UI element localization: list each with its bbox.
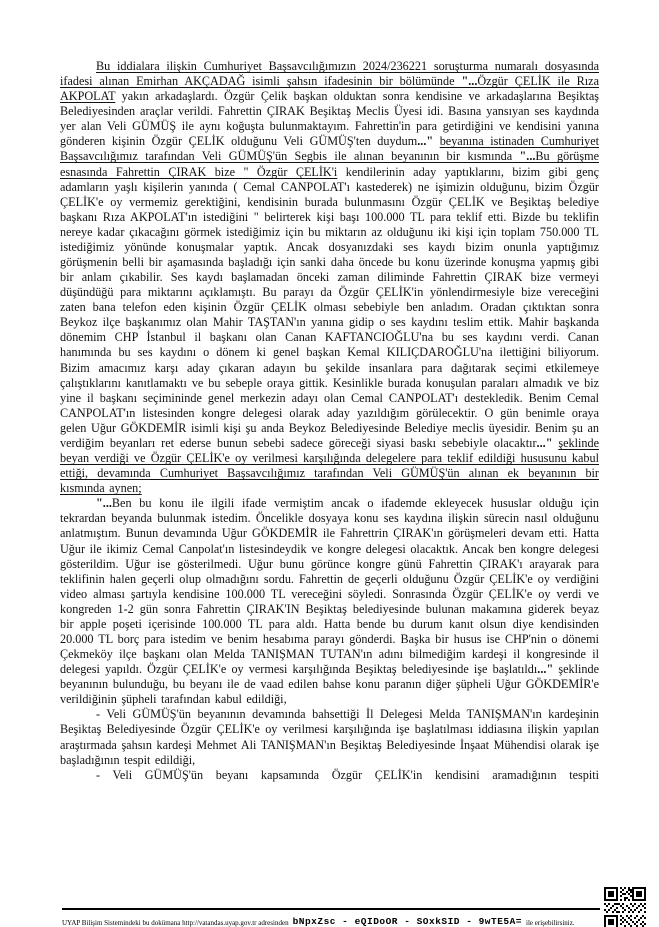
text-run: kendilerinin aday yaptıklarını, bizim gibi genç adamların yaşlı kişilerin yanında ( Cemal CANPOLAT'ı kastederek) ne işimizin olduğunu, bizim Özgür ÇELİK'e oy vermemiz gerektiğini, kendisinin burada bulunmasını Özgür ÇELİK ve Beşiktaş belediye başkanı Rıza AKPOLAT'ın istediğini " belirterek kişi başı 100.000 TL para teklif etti. Bizde bu teklifin nereye kadar çıkacağını görmek istediğimiz için bu miktarın az olduğunu iki kişi için toplam 750.000 TL istediğimiz yönünde konuşmalar yaptık. Ancak dosyanızdaki ses kaydı bizim onunla yaptığımız görüşmenin belli bir aşamasında başladığı için sanki daha öncede bu konu üzerinde konuşma yapmış gibi bir anlam çıkabilir. Ses kaydı başlamadan önceki zaman diliminde Fahrettin ÇIRAK bize vermeyi düşündüğü para miktarını açıklamıştı. Bu parayı da Özgür ÇELİK'in yönlendirmesiyle bize vereceğini zaten bana telefon eden kişinin Özgür ÇELİK olması sebebiyle ben anladım. Oradan çıktıktan sonra Beykoz ilçe başkanımız olan Mahir TAŞTAN'ın yanına gidip o ses kaydını teslim ettik. Mahir başkanda dönemim CHP İstanbul il başkanı olan Canan KAFTANCIOĞLU'na bu ses kaydını verdi. Canan hanımında bu ses kaydını o dönem ki genel başkan Kemal KILIÇDAROĞLU'na ilettiğini biliyorum. Bizim amacımız karşı aday çıkaran adayın bu şekilde insanlara para dağıtarak seçimi etkilemeye çalıştıklarını kanıtlamaktı ve bu sebeple oraya gittik. Kesinlikle burada konuşulan paraları almadık ve biz yine il başkanı seçimininde genel merkezin adayı olan Cemal CANPOLAT'ı destekledik. Benim Cemal CANPOLAT'ın listesinden kongre delegesi olarak aday yazıldığım görülecektir. O gün benimle oraya gelen Uğur GÖKDEMİR isimli kişi şu anda Beykoz Belediyesinde Belediye meclis üyesidir. Benim şu an verdiğim beyanları ret ederse bunun sebebi sadece göreceği siyasi baskı sebebiyle olacaktır [60, 164, 599, 450]
paragraph-akcadag-and-gumus-statement [60, 59, 599, 496]
text-run: şeklinde beyan verdiği ve Özgür ÇELİK'e oy verilmesi karşılığında delegelere para teklif edildiği hususunu kabul ettiği, devamında Cumhuriyet Başsavcılığımız tarafından Veli GÜMÜŞ'ün alınan ek beyanının bir kısmında aynen; [60, 435, 599, 496]
paragraph-finding-tanisman-brother [60, 707, 599, 767]
text-run: ..." [537, 662, 559, 677]
text-run: "... [461, 74, 478, 89]
text-run: Bu iddialara ilişkin Cumhuriyet Başsavcılığımızın 2024/236221 soruşturma numaralı dosyasında ifadesi alınan Emirhan AKÇADAĞ isimli şahsın ifadesinin bir bölümünde [60, 59, 599, 89]
footer-divider [62, 908, 600, 910]
paragraph-finding-phone-check [60, 768, 599, 783]
text-run: beyanına istinaden Cumhuriyet Başsavcılığımız tarafından Veli GÜMÜŞ'ün Segbis ile alınan beyanının bir kısmında [60, 134, 600, 164]
uyap-access-text-prefix: UYAP Bilişim Sistemindeki bu dokümana http://vatandas.uyap.gov.tr adresinden [62, 919, 289, 927]
text-run: "... [519, 149, 536, 164]
text-run: Ben bu konu ile ilgili ifade vermiştim ancak o ifademde ekleyecek hususlar olduğu için tekrardan beyanda bulunmak istedim. Öncelikle dosyaya konu ses kaydına ilişkin sürecin nasıl olduğunu anlatmıştım. Bunun devamında Uğur GÖKDEMİR ile Fahrettrin ÇIRAK'ın görüşmeleri devam etti. Hatta Uğur ile ikimiz Cemal Canpolat'ın listesindeydik ve kongre delegesi olacaktık. Ancak ben kongre delegesi gösterildim. Uğur ise gösterilmedi. Uğur bunu görünce kongre günü Fahrettin ÇIRAK'ı arayarak para teklifinin halen geçerli olup olmadığını sordu. Fahrettin de geçerli olduğunu Özgür ÇELİK'e oy verdiğini video alması şartıyla kendisine 100.000 TL vereceğini söyledi. Sonrasında Özgür ÇELİK'e oy verdi ve kongreden 1-2 gün sonra Fahrettin ÇIRAK'IN Beşiktaş belediyesinde bulunan makamına giderek beyaz bir apple poşeti içerisinde 100.000 TL para aldı. Hatta bende bu durum kanıt olsun diye kendisinden 20.000 TL borç para istedim ve benim hesabıma parayı gönderdi. Başka bir husus ise CHP'nin o dönemi Çekmeköy ilçe başkanı olan Melda TANIŞMAN TUTAN'ın adını bilmediğim kardeşi il kongresinde il delegesi yapıldı. Özgür ÇELİK'e oy vermesi karşılığında Beşiktaş belediyesinde işe başlatıldı [60, 496, 599, 677]
text-run: Bu görüşme esnasında Fahrettin ÇIRAK bize " Özgür ÇELİK'i [60, 149, 599, 179]
text-run: - Veli GÜMÜŞ'ün beyanı kapsamında Özgür ÇELİK'in kendisini aramadığının tespiti [96, 767, 599, 782]
uyap-footer [62, 916, 607, 927]
text-run: ..." [536, 435, 559, 450]
text-run: "... [96, 496, 112, 511]
text-run: - Veli GÜMÜŞ'ün beyanının devamında bahsettiği İl Delegesi Melda TANIŞMAN'ın kardeşinin Beşiktaş Belediyesinde Özgür ÇELİK'e oy verilmesi karşılığında işe başlatılması iddiasına ilişkin yapılan araştırmada şahsın kardeşi Mehmet Ali TANIŞMAN'ın Beşiktaş Belediyesinde İnşaat Mühendisi olarak işe başladığının tespit edildiği, [60, 707, 599, 767]
uyap-access-code: bNpxZsc - eQIDoOR - SOxkSID - 9wTE5A= [292, 916, 523, 927]
text-run: şeklinde beyanının bulunduğu, bu beyanı ile de vaad edilen bahse konu paranın diğer şüpheli Uğur GÖKDEMİR'e verildiğinin şüpheli tarafından kabul edildiği, [60, 662, 599, 707]
uyap-access-text-suffix: ile erişebilirsiniz. [526, 919, 575, 927]
document-text [60, 59, 599, 783]
text-run: Özgür ÇELİK ile Rıza AKPOLAT [60, 74, 599, 104]
paragraph-gumus-additional-statement [60, 496, 599, 707]
text-run: yakın arkadaşlardı. Özgür Çelik başkan olduktan sonra kendisine ve arkadaşlarına Beşiktaş Belediyesinden araçlar verildi. Fahrettin ÇIRAK Beşiktaş Meclis Üyesi idi. Basına yansıyan ses kaydında yer alan Veli GÜMÜŞ ile aynı koğuşta bulunmaktayım. Fahrettin'in para getirdiğini ve kendisini yanına gönderen kişinin Özgür ÇELİK olduğunu Veli GÜMÜŞ'ten duydum [60, 89, 599, 149]
text-run: ..." [417, 134, 440, 149]
qr-code [604, 887, 646, 927]
